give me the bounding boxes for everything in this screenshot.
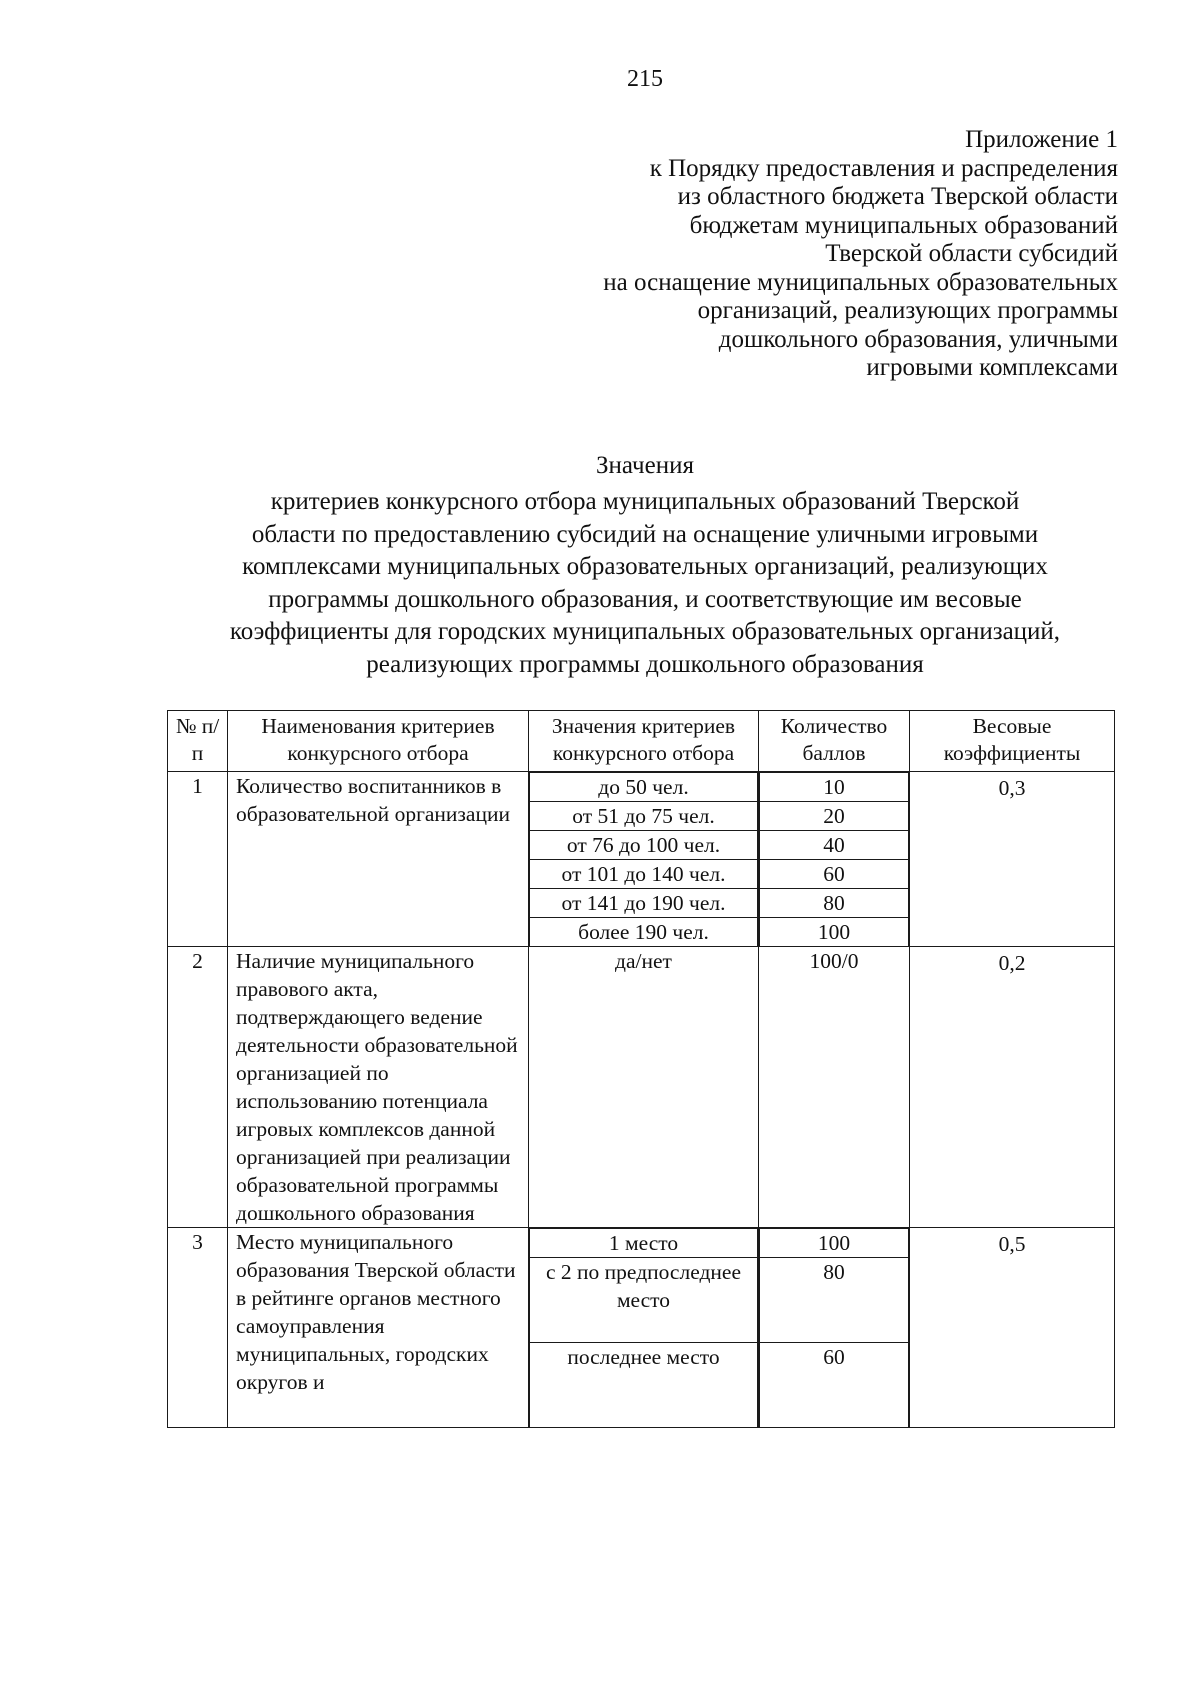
subtitle-line: программы дошкольного образования, и соответствующие им весовые xyxy=(268,585,1022,613)
criterion-value: от 76 до 100 чел. xyxy=(530,831,758,860)
header-name: Наименования критериев конкурсного отбора xyxy=(228,711,529,772)
header-score: Количество баллов xyxy=(759,711,910,772)
row-values-cell xyxy=(529,1228,759,1428)
header-num: № п/п xyxy=(168,711,228,772)
score-value: 100 xyxy=(760,1229,909,1258)
score-value: 10 xyxy=(760,773,909,802)
row-weight: 0,5 xyxy=(910,1228,1115,1428)
document-subtitle xyxy=(150,486,1140,681)
row-weight: 0,3 xyxy=(910,772,1115,947)
row-num: 2 xyxy=(168,947,228,1228)
criteria-table xyxy=(167,710,1115,1428)
criterion-value: от 51 до 75 чел. xyxy=(530,802,758,831)
row-criterion-name: Наличие муниципального правового акта, подтверждающего ведение деятельности образовательной организацией по использованию потенциала игровых комплексов данной организацией при реализации образовательной программы дошкольного образования xyxy=(228,947,529,1228)
criterion-value: с 2 по предпоследнее место xyxy=(530,1258,758,1343)
score-value: 80 xyxy=(760,889,909,918)
criterion-value: 1 место xyxy=(530,1229,758,1258)
score-value: 80 xyxy=(760,1258,909,1343)
score-value: 20 xyxy=(760,802,909,831)
appendix-line: игровыми комплексами xyxy=(866,354,1118,381)
row-scores-cell xyxy=(759,772,910,947)
appendix-line: бюджетам муниципальных образований xyxy=(689,211,1118,239)
score-value: 100 xyxy=(760,918,909,947)
table-row xyxy=(168,947,1115,1228)
criterion-value: да/нет xyxy=(529,947,759,1228)
row-criterion-name: Место муниципального образования Тверской области в рейтинге органов местного самоуправления муниципальных, городских округов и xyxy=(228,1228,529,1428)
table-row xyxy=(168,772,1115,947)
subtitle-line: комплексами муниципальных образовательных организаций, реализующих xyxy=(242,553,1048,580)
row-num: 3 xyxy=(168,1228,228,1428)
score-value: 60 xyxy=(760,1343,909,1428)
appendix-line: из областного бюджета Тверской области xyxy=(677,183,1118,210)
appendix-reference xyxy=(418,126,1118,383)
subtitle-line: коэффициенты для городских муниципальных образовательных организаций, xyxy=(229,618,1061,645)
criterion-value: от 101 до 140 чел. xyxy=(530,860,758,889)
row-criterion-name: Количество воспитанников в образовательной организации xyxy=(228,772,529,947)
criterion-value: от 141 до 190 чел. xyxy=(530,889,758,918)
score-value: 60 xyxy=(760,860,909,889)
row-values-cell xyxy=(529,772,759,947)
header-weight: Весовые коэффициенты xyxy=(910,711,1115,772)
header-value: Значения критериев конкурсного отбора xyxy=(529,711,759,772)
criterion-value: до 50 чел. xyxy=(530,773,758,802)
appendix-line: к Порядку предоставления и распределения xyxy=(649,154,1118,182)
score-value: 100/0 xyxy=(759,947,910,1228)
appendix-line: на оснащение муниципальных образовательных xyxy=(603,268,1118,296)
table-row xyxy=(168,1228,1115,1428)
appendix-line: дошкольного образования, уличными xyxy=(718,325,1118,353)
appendix-line: Тверской области субсидий xyxy=(825,240,1118,267)
row-scores-cell xyxy=(759,1228,910,1428)
subtitle-line: области по предоставлению субсидий на оснащение уличными игровыми xyxy=(251,520,1039,548)
subtitle-line: критериев конкурсного отбора муниципальных образований Тверской xyxy=(270,488,1020,515)
appendix-line: организаций, реализующих программы xyxy=(697,297,1118,324)
subtitle-line: реализующих программы дошкольного образования xyxy=(366,650,924,678)
document-heading: Значения xyxy=(596,452,694,479)
criterion-value: последнее место xyxy=(530,1343,758,1428)
page-number: 215 xyxy=(627,66,663,92)
row-num: 1 xyxy=(168,772,228,947)
appendix-line: Приложение 1 xyxy=(965,126,1118,153)
row-weight: 0,2 xyxy=(910,947,1115,1228)
criterion-value: более 190 чел. xyxy=(530,918,758,947)
table-header-row xyxy=(168,711,1115,772)
score-value: 40 xyxy=(760,831,909,860)
